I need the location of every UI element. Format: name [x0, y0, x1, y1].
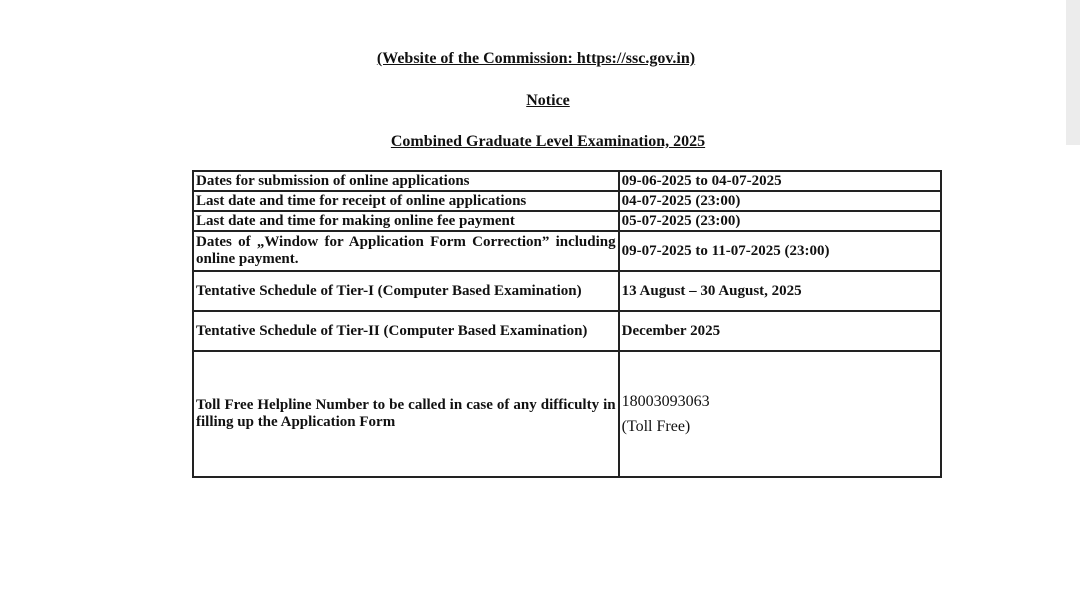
- helpline-label: Toll Free Helpline Number to be called in case of any difficulty in filling up the Application Form: [193, 351, 619, 477]
- helpline-note: (Toll Free): [621, 418, 691, 435]
- helpline-number: 18003093063: [621, 393, 710, 410]
- row-value: 09-07-2025 to 11-07-2025 (23:00): [619, 231, 941, 271]
- table-row: [193, 351, 941, 477]
- row-value: 05-07-2025 (23:00): [619, 211, 941, 231]
- row-label: Tentative Schedule of Tier-II (Computer Based Examination): [193, 311, 619, 351]
- scrollbar-track[interactable]: [1066, 0, 1080, 145]
- row-value: December 2025: [619, 311, 941, 351]
- row-label: Tentative Schedule of Tier-I (Computer Based Examination): [193, 271, 619, 311]
- table-row: [193, 171, 941, 191]
- schedule-table: [192, 170, 942, 478]
- website-line: (Website of the Commission: https://ssc.gov.in): [376, 50, 696, 67]
- helpline-value: [619, 351, 941, 477]
- row-label: Last date and time for receipt of online applications: [193, 191, 619, 211]
- table-row: [193, 271, 941, 311]
- table-row: [193, 191, 941, 211]
- row-value: 04-07-2025 (23:00): [619, 191, 941, 211]
- row-label: Last date and time for making online fee payment: [193, 211, 619, 231]
- row-label: Dates for submission of online applications: [193, 171, 619, 191]
- table-row: [193, 211, 941, 231]
- notice-heading: Notice: [526, 92, 570, 109]
- exam-title: Combined Graduate Level Examination, 2025: [390, 133, 706, 150]
- table-row: [193, 231, 941, 271]
- row-label: Dates of „Window for Application Form Correction” including online payment.: [193, 231, 619, 271]
- row-value: 09-06-2025 to 04-07-2025: [619, 171, 941, 191]
- table-row: [193, 311, 941, 351]
- row-value: 13 August – 30 August, 2025: [619, 271, 941, 311]
